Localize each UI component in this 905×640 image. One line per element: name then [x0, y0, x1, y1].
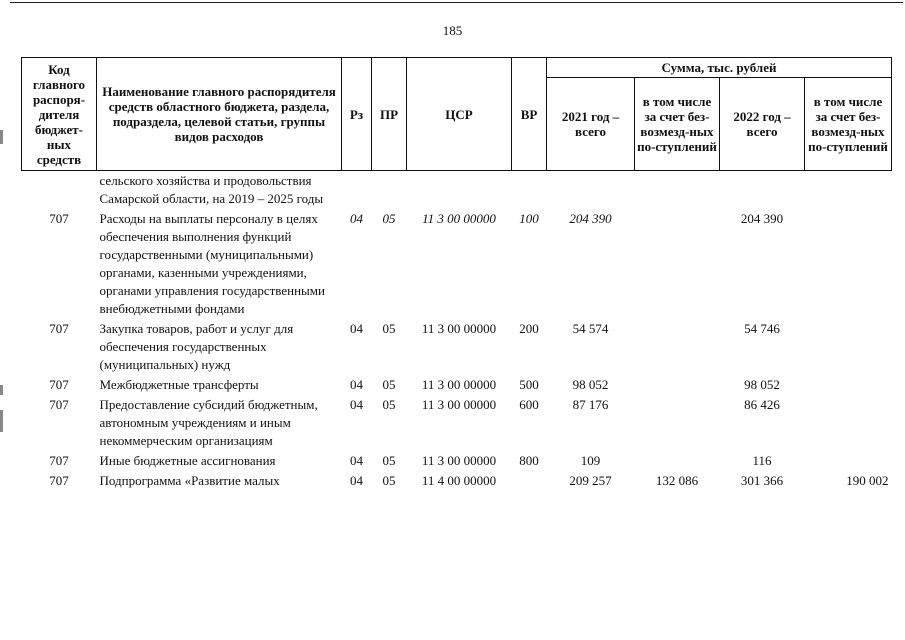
row-code: 707 [49, 397, 69, 412]
row-pr: 05 [382, 211, 396, 226]
col-header-2021-free: в том числе за счет без-возмезд-ных по-ступлений [635, 78, 720, 171]
table-row [22, 319, 892, 375]
row-2021-free [635, 171, 720, 210]
row-pr: 05 [382, 377, 396, 392]
row-2021-free [635, 209, 720, 319]
row-code: 707 [49, 377, 69, 392]
col-header-2021-total: 2021 год – всего [547, 78, 635, 171]
row-name: Закупка товаров, работ и услуг для обеспечения государственных (муниципальных) нужд [99, 321, 294, 372]
row-rz: 04 [350, 321, 363, 336]
row-2022-total: 301 366 [740, 473, 784, 488]
row-rz: 04 [350, 453, 363, 468]
scan-artifact [0, 410, 3, 432]
row-rz: 04 [350, 397, 363, 412]
col-header-2022-free: в том числе за счет без-возмезд-ных по-ступлений [805, 78, 892, 171]
row-2021-free [635, 395, 720, 451]
table-row [22, 171, 892, 210]
row-2022-total [720, 171, 805, 210]
row-2021-free [635, 451, 720, 471]
row-csr: 11 3 00 00000 [421, 377, 497, 392]
table-row [22, 395, 892, 451]
row-vr: 800 [519, 453, 539, 468]
scan-artifact [0, 385, 3, 395]
row-2022-free [805, 171, 892, 210]
row-2022-total: 86 426 [744, 397, 780, 412]
row-2022-total: 116 [752, 453, 772, 468]
row-name: Предоставление субсидий бюджетным, автономным учреждениям и иным некоммерческим организациям [99, 397, 318, 448]
row-2022-total: 204 390 [740, 211, 784, 226]
row-name: Подпрограмма «Развитие малых [99, 473, 280, 488]
row-2022-total: 54 746 [744, 321, 780, 336]
row-name: Расходы на выплаты персоналу в целях обеспечения выполнения функций государственными (муниципальными) органами, казенными учреждениями, органами управления государственными внебюджетными фондами [99, 211, 325, 316]
row-2021-total: 109 [580, 453, 601, 468]
col-header-2022-total: 2022 год – всего [720, 78, 805, 171]
scan-artifact [0, 130, 3, 144]
row-code [22, 171, 97, 210]
col-header-vr: ВР [512, 58, 547, 171]
row-vr: 200 [519, 321, 539, 336]
col-header-csr: ЦСР [407, 58, 512, 171]
row-csr [407, 171, 512, 210]
table-row [22, 375, 892, 395]
row-2022-free: 190 002 [846, 473, 889, 488]
row-rz: 04 [350, 377, 363, 392]
row-code: 707 [49, 473, 69, 488]
row-2021-total: 98 052 [572, 377, 609, 392]
row-rz [342, 171, 372, 210]
row-csr: 11 3 00 00000 [421, 453, 497, 468]
row-vr: 500 [519, 377, 539, 392]
table-row [22, 471, 892, 491]
row-rz: 04 [350, 211, 363, 226]
row-2021-free: 132 086 [655, 473, 699, 488]
row-2022-free [805, 319, 892, 375]
page-number: 185 [442, 23, 463, 38]
row-pr: 05 [382, 453, 396, 468]
budget-table [21, 57, 892, 491]
row-pr: 05 [382, 321, 396, 336]
row-csr: 11 3 00 00000 [421, 321, 497, 336]
row-code: 707 [49, 453, 69, 468]
row-code: 707 [49, 321, 69, 336]
table-row [22, 209, 892, 319]
row-name: сельского хозяйства и продовольствия Самарской области, на 2019 – 2025 годы [99, 173, 324, 206]
row-csr: 11 3 00 00000 [421, 397, 497, 412]
row-2022-free [805, 375, 892, 395]
row-vr: 100 [519, 211, 539, 226]
row-2022-free [805, 395, 892, 451]
row-pr [372, 171, 407, 210]
row-name: Межбюджетные трансферты [99, 377, 259, 392]
row-2021-total: 209 257 [569, 473, 612, 488]
header-row-1 [22, 58, 892, 78]
row-csr: 11 3 00 00000 [422, 211, 496, 226]
col-header-sum: Сумма, тыс. рублей [547, 58, 892, 78]
top-rule [10, 2, 903, 3]
row-vr [512, 171, 547, 210]
row-code: 707 [49, 211, 69, 226]
row-pr: 05 [382, 397, 396, 412]
col-header-code: Код главного распоря-дителя бюджет-ных средств [22, 58, 97, 171]
row-2021-total [547, 171, 635, 210]
table-row [22, 451, 892, 471]
row-2022-total: 98 052 [744, 377, 780, 392]
row-rz: 04 [350, 473, 363, 488]
row-vr [512, 471, 547, 491]
col-header-name: Наименование главного распорядителя средств областного бюджета, раздела, подраздела, целевой статьи, группы видов расходов [97, 58, 342, 171]
row-2021-free [635, 319, 720, 375]
row-2021-total: 54 574 [572, 321, 609, 336]
table-body [22, 171, 892, 492]
row-name: Иные бюджетные ассигнования [99, 453, 276, 468]
col-header-pr: ПР [372, 58, 407, 171]
row-2022-free [805, 451, 892, 471]
col-header-rz: Рз [342, 58, 372, 171]
row-pr: 05 [382, 473, 396, 488]
row-2021-free [635, 375, 720, 395]
row-2021-total: 87 176 [572, 397, 609, 412]
row-vr: 600 [519, 397, 539, 412]
row-2021-total: 204 390 [569, 211, 612, 226]
row-2022-free [805, 209, 892, 319]
row-csr: 11 4 00 00000 [421, 473, 497, 488]
